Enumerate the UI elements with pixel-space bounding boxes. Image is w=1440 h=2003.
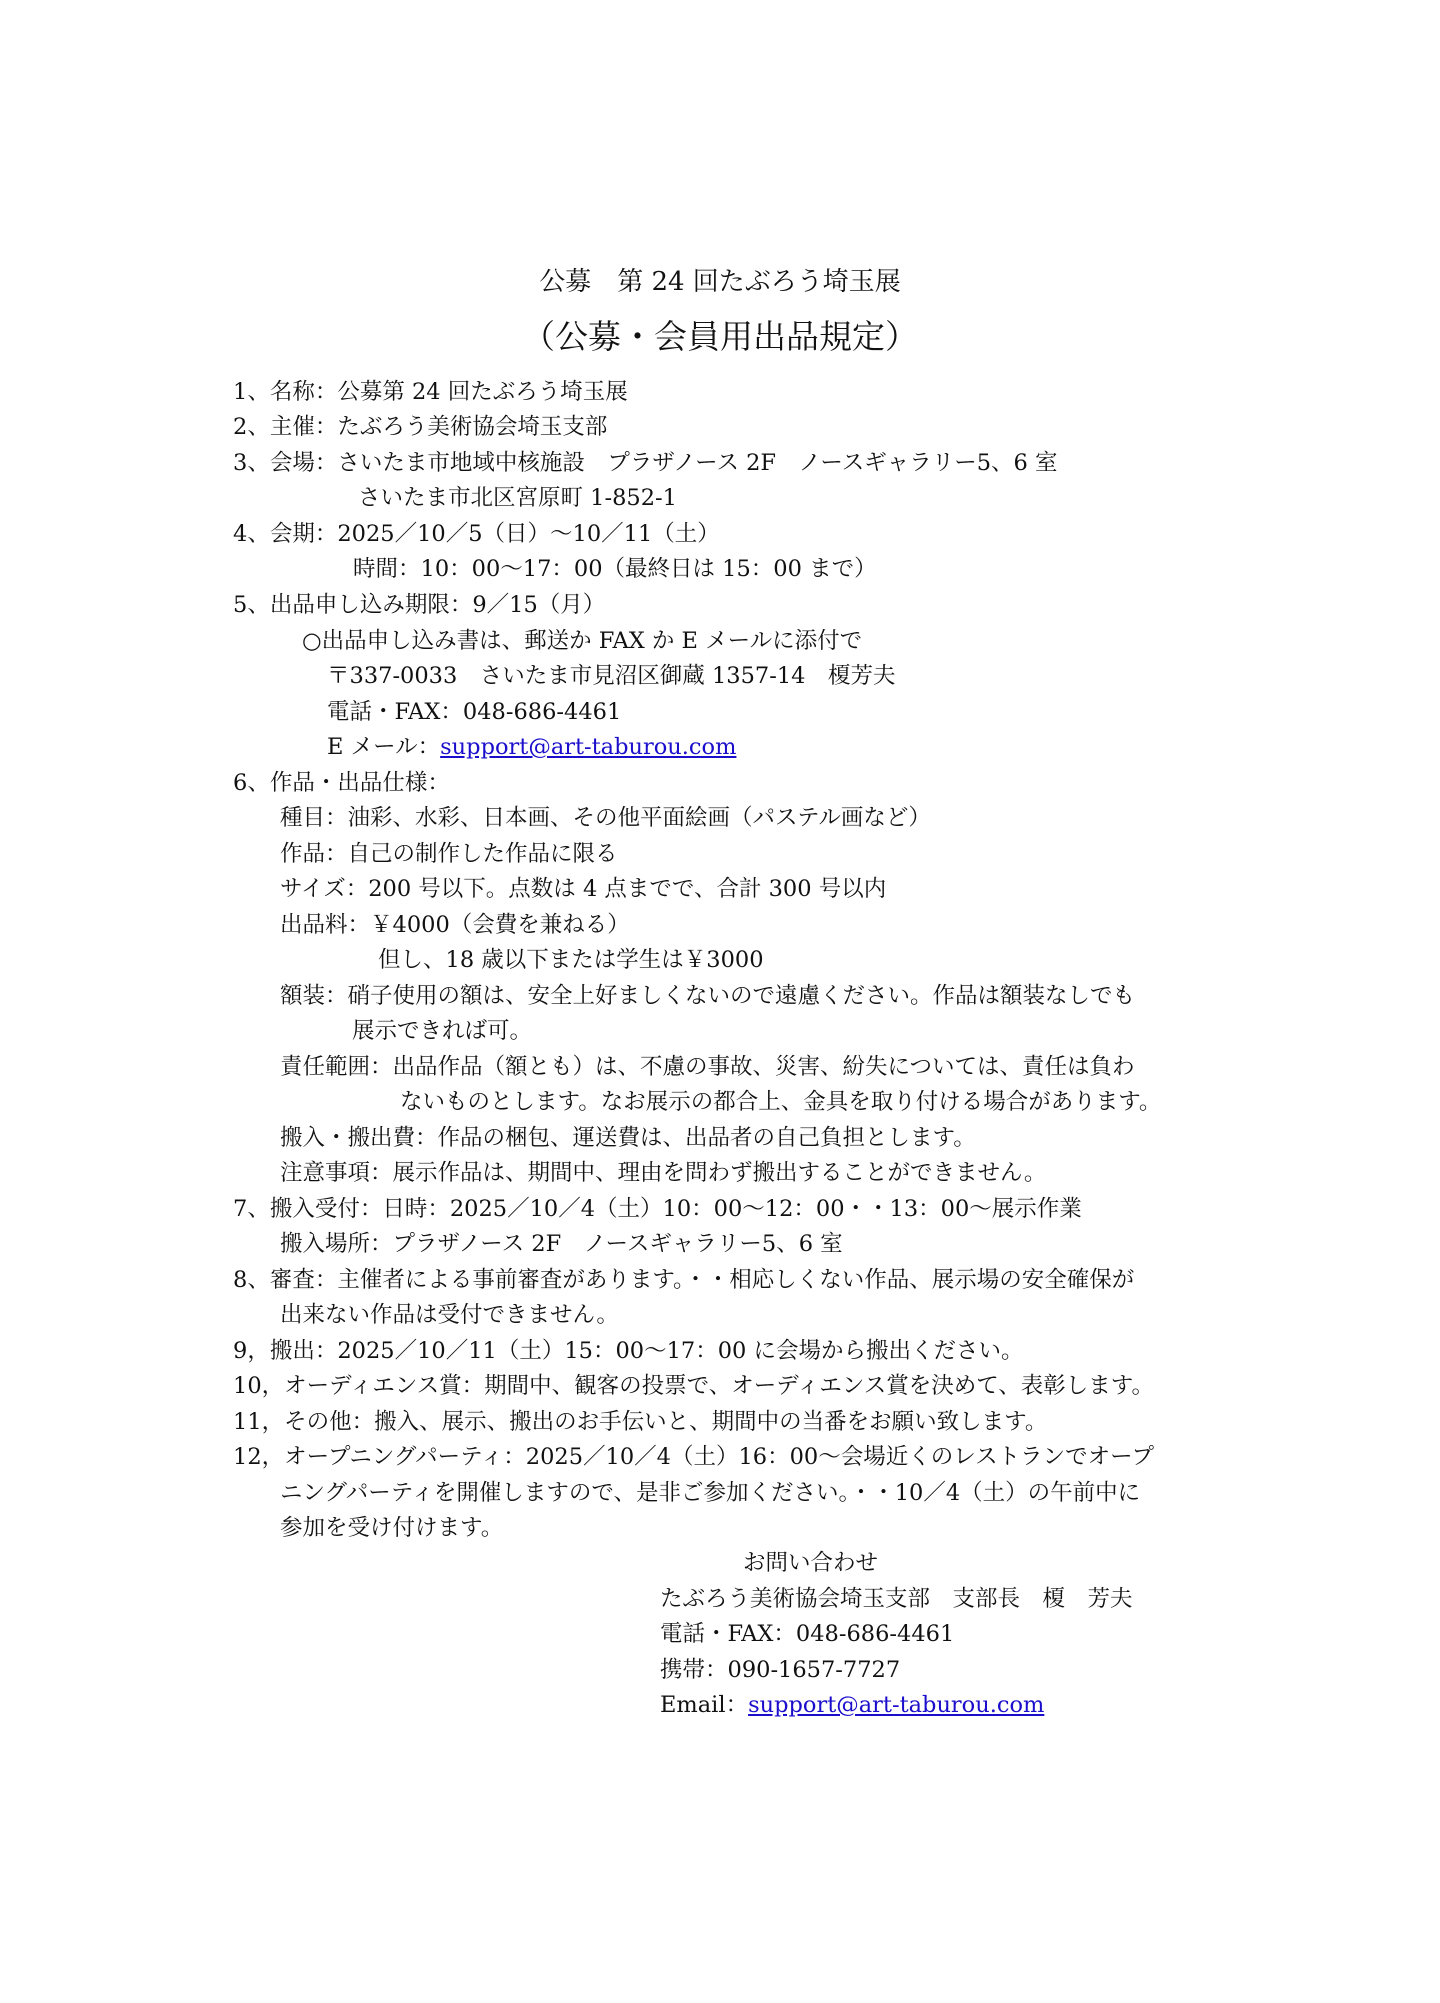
spec-notice: 注意事項：展示作品は、期間中、理由を問わず搬出することができません。 bbox=[280, 1160, 1047, 1186]
item-receive-place: 搬入場所：プラザノース 2F ノースギャラリー5、6 室 bbox=[280, 1231, 843, 1257]
item-deadline-method: ○出品申し込み書は、郵送か FAX か E メールに添付で bbox=[302, 628, 863, 654]
item-period-hours: 時間：10：00～17：00（最終日は 15：00 まで） bbox=[353, 556, 877, 582]
item-review: 8、審査：主催者による事前審査があります。・・相応しくない作品、展示場の安全確保が bbox=[233, 1267, 1135, 1293]
contact-heading: お問い合わせ bbox=[743, 1550, 879, 1576]
item-deadline-address: 〒337-0033 さいたま市見沼区御蔵 1357-14 榎芳夫 bbox=[327, 663, 896, 689]
item-award: 10，オーディエンス賞：期間中、観客の投票で、オーディエンス賞を決めて、表彰します。 bbox=[233, 1373, 1154, 1399]
contact-email-line bbox=[660, 1688, 1044, 1722]
spec-liability: 責任範囲：出品作品（額とも）は、不慮の事故、災害、紛失については、責任は負わ bbox=[280, 1054, 1135, 1080]
contact-email-link[interactable]: support@art-taburou.com bbox=[748, 1692, 1045, 1718]
email-label: E メール： bbox=[327, 734, 441, 760]
item-spec: 6、作品・出品仕様： bbox=[233, 770, 450, 796]
contact-phone: 電話・FAX：048-686-4461 bbox=[660, 1621, 955, 1647]
item-party-cont: ニングパーティを開催しますので、是非ご参加ください。・・10／4（土）の午前中に bbox=[280, 1480, 1141, 1506]
item-venue-address: さいたま市北区宮原町 1-852-1 bbox=[358, 485, 677, 511]
spec-kind: 種目：油彩、水彩、日本画、その他平面絵画（パステル画など） bbox=[280, 805, 931, 831]
spec-size: サイズ：200 号以下。点数は 4 点までで、合計 300 号以内 bbox=[280, 876, 887, 902]
spec-fee: 出品料：￥4000（会費を兼ねる） bbox=[280, 912, 630, 938]
item-carry-out: 9，搬出：2025／10／11（土）15：00～17：00 に会場から搬出ください。 bbox=[233, 1338, 1024, 1364]
item-other: 11，その他：搬入、展示、搬出のお手伝いと、期間中の当番をお願い致します。 bbox=[233, 1409, 1048, 1435]
spec-fee-note: 但し、18 歳以下または学生は￥3000 bbox=[378, 947, 764, 973]
item-deadline-phone: 電話・FAX：048-686-4461 bbox=[327, 699, 622, 725]
item-review-cont: 出来ない作品は受付できません。 bbox=[280, 1302, 619, 1328]
item-organizer: 2、主催：たぶろう美術協会埼玉支部 bbox=[233, 414, 608, 440]
contact-org: たぶろう美術協会埼玉支部 支部長 榎 芳夫 bbox=[660, 1586, 1133, 1612]
page-subtitle: （公募・会員用出品規定） bbox=[522, 317, 918, 356]
contact-mobile: 携帯：090-1657-7727 bbox=[660, 1657, 901, 1683]
contact-email-label: Email： bbox=[660, 1692, 749, 1718]
spec-work: 作品：自己の制作した作品に限る bbox=[280, 841, 618, 867]
item-receive: 7、搬入受付：日時：2025／10／4（土）10：00～12：00・・13：00～展示作業 bbox=[233, 1196, 1082, 1222]
spec-frame-cont: 展示できれば可。 bbox=[352, 1018, 533, 1044]
item-venue: 3、会場：さいたま市地域中核施設 プラザノース 2F ノースギャラリー5、6 室 bbox=[233, 450, 1058, 476]
page-title: 公募 第 24 回たぶろう埼玉展 bbox=[539, 267, 901, 297]
spec-transport: 搬入・搬出費：作品の梱包、運送費は、出品者の自己負担とします。 bbox=[280, 1125, 976, 1151]
item-deadline-email-line bbox=[327, 730, 736, 764]
item-period: 4、会期：2025／10／5（日）～10／11（土） bbox=[233, 521, 720, 547]
item-party: 12，オープニングパーティ：2025／10／4（土）16：00～会場近くのレストランでオープ bbox=[233, 1444, 1154, 1470]
item-party-cont-2: 参加を受け付けます。 bbox=[280, 1515, 504, 1541]
email-link[interactable]: support@art-taburou.com bbox=[440, 734, 737, 760]
item-name: 1、名称：公募第 24 回たぶろう埼玉展 bbox=[233, 379, 628, 405]
spec-liability-cont: ないものとします。なお展示の都合上、金具を取り付ける場合があります。 bbox=[400, 1089, 1162, 1115]
item-deadline: 5、出品申し込み期限：9／15（月） bbox=[233, 592, 606, 618]
spec-frame: 額装：硝子使用の額は、安全上好ましくないので遠慮ください。作品は額装なしでも bbox=[280, 983, 1136, 1009]
